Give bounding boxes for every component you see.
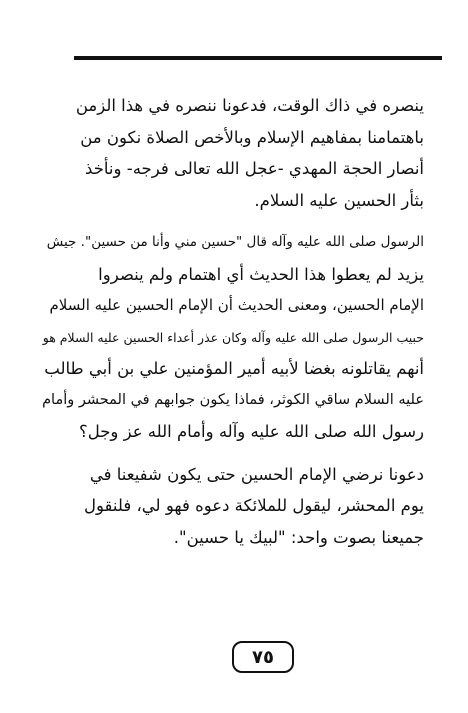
body-text [38, 90, 424, 553]
text-line: أنهم يقاتلونه بغضا لأبيه أمير المؤمنين علي بن أبي طالب [44, 359, 424, 378]
text-line: أنصار الحجة المهدي -عجل الله تعالى فرجه- ونأخذ [85, 159, 424, 178]
page-number-text: ٧٥ [252, 646, 274, 668]
paragraph-1 [38, 90, 424, 216]
text-line: يوم المحشر، ليقول للملائكة دعوه فهو لي، فلنقول [84, 496, 424, 515]
text-line: رسول الله صلى الله عليه وآله وأمام الله عز وجل؟ [78, 422, 424, 441]
text-line: عليه السلام ساقي الكوثر، فماذا يكون جوابهم في المحشر وأمام [42, 391, 424, 408]
paragraph-2 [38, 227, 424, 448]
text-line: دعونا نرضي الإمام الحسين حتى يكون شفيعنا في [89, 464, 424, 484]
text-line: يزيد لم يعطوا هذا الحديث أي اهتمام ولم ينصروا [98, 264, 424, 284]
text-line: باهتمامنا بمفاهيم الإسلام وبالأخص الصلاة نكون من [80, 127, 424, 147]
header-rule [74, 56, 442, 60]
text-line: الرسول صلى الله عليه وآله قال "حسين مني وأنا من حسين". جيش [46, 234, 424, 250]
page-number [232, 641, 294, 673]
text-line: حبيب الرسول صلى الله عليه وآله وكان عذر أعداء الحسين عليه السلام هو [42, 329, 424, 345]
text-line: ينصره في ذاك الوقت، فدعونا ننصره في هذا الزمن [75, 96, 424, 115]
text-line: جميعنا بصوت واحد: "لبيك يا حسين". [173, 527, 424, 547]
paragraph-3 [38, 459, 424, 554]
text-line: الإمام الحسين، ومعنى الحديث أن الإمام الحسين عليه السلام [49, 296, 424, 314]
text-line: بثأر الحسين عليه السلام. [254, 190, 424, 210]
